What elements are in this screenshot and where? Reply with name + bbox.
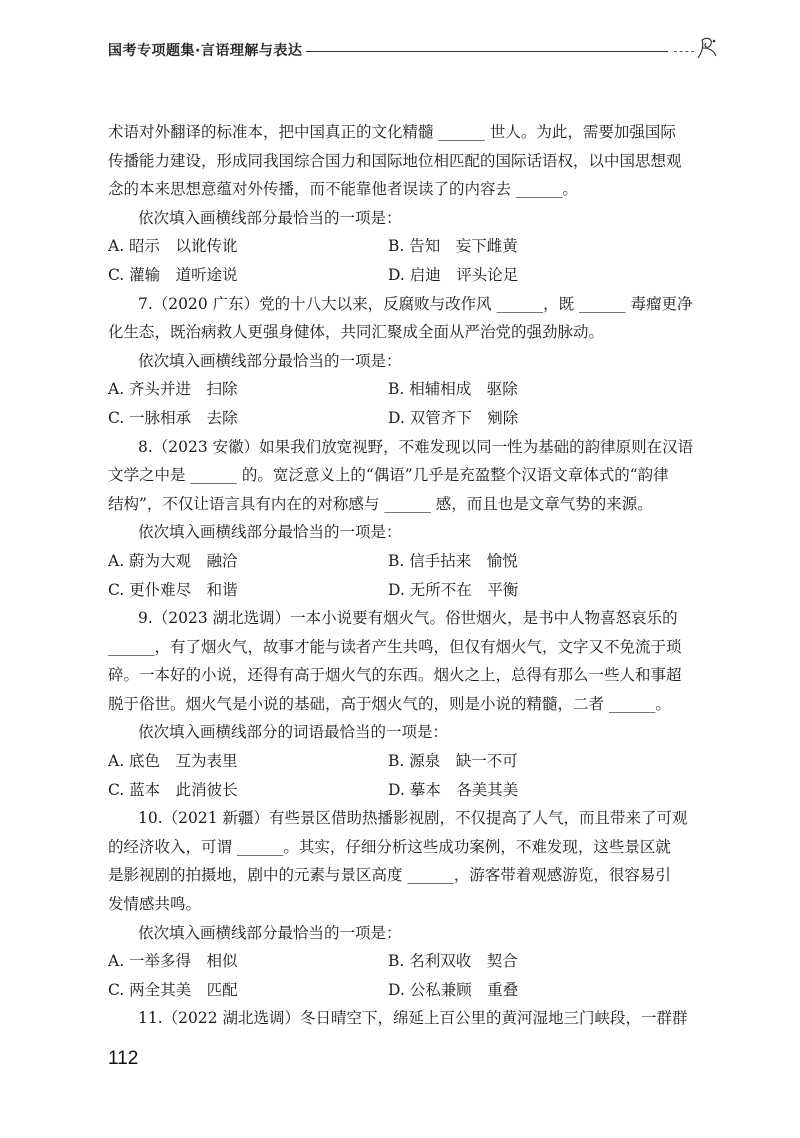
paragraph-line: 碎。一本好的小说，还得有高于烟火气的东西。烟火之上，总得有那么一些人和事超 [108,666,682,685]
paragraph-first-line: 9.（2023 湖北选调）一本小说要有烟火气。俗世烟火，是书中人物喜怒哀乐的 [138,609,678,628]
answer-options-row [108,404,708,433]
answer-options-row [108,976,708,1005]
answer-option: B. 源泉 缺一不可 [388,752,518,771]
paragraph-line: 脱于俗世。烟火气是小说的基础，高于烟火气的，则是小说的精髓，二者 ______。 [108,694,671,713]
paragraph-line: ______，有了烟火气，故事才能与读者产生共鸣，但仅有烟火气，文字又不免流于琐 [108,637,682,656]
answer-option: B. 信手拈来 愉悦 [388,551,518,570]
header-dashed-rule [674,51,694,52]
answer-option: D. 摹本 各美其美 [388,780,519,799]
answer-option: C. 两全其美 匹配 [108,980,238,999]
question-text-body [108,118,708,1033]
answer-options-row [108,747,708,776]
answer-option: C. 更仆难尽 和谐 [108,580,238,599]
paragraph-line: 发情感共鸣。 [108,895,202,914]
answer-option: D. 双管齐下 剜除 [388,408,519,427]
answer-option: C. 蓝本 此消彼长 [108,780,238,799]
paragraph-line: 结构”，不仅让语言具有内在的对称感与 ______ 感，而且也是文章气势的来源。 [108,494,653,513]
answer-option: B. 名利双收 契合 [388,952,518,971]
paragraph-first-line: 7.（2020 广东）党的十八大以来，反腐败与改作风 ______，既 ______ 毒瘤更净 [138,294,693,313]
answer-option: A. 一举多得 相似 [108,952,238,971]
paragraph-line: 化生态，既治病救人更强身健体，共同汇聚成全面从严治党的强劲脉动。 [108,323,605,342]
answer-option: A. 齐头并进 扫除 [108,380,238,399]
page-number: 112 [108,1048,139,1069]
paragraph-first-line: 依次填入画横线部分最恰当的一项是： [138,208,402,227]
paragraph-first-line: 8.（2023 安徽）如果我们放宽视野，不难发现以同一性为基础的韵律原则在汉语 [138,437,694,456]
answer-option: B. 告知 妄下雌黄 [388,237,518,256]
answer-options-row [108,261,708,290]
running-header [108,34,718,64]
paragraph-first-line: 依次填入画横线部分最恰当的一项是： [138,923,402,942]
answer-option: B. 相辅相成 驱除 [388,380,518,399]
answer-option: C. 一脉相承 去除 [108,408,238,427]
answer-option: D. 无所不在 平衡 [388,580,519,599]
answer-option: A. 底色 互为表里 [108,752,238,771]
answer-option: A. 昭示 以讹传讹 [108,237,238,256]
book-title: 国考专项题集·言语理解与表达 [108,43,303,59]
answer-options-row [108,776,708,805]
paragraph-line: 传播能力建设，形成同我国综合国力和国际地位相匹配的国际话语权，以中国思想观 [108,151,682,170]
paragraph-line: 念的本来思想意蕴对外传播，而不能靠他者误读了的内容去 ______。 [108,180,578,199]
paragraph-first-line: 依次填入画横线部分最恰当的一项是： [138,523,402,542]
answer-option: D. 公私兼顾 重叠 [388,980,519,999]
answer-options-row [108,375,708,404]
paragraph-line: 术语对外翻译的标准本，把中国真正的文化精髓 ______ 世人。为此，需要加强国际 [108,123,676,141]
answer-options-row [108,576,708,605]
paragraph-first-line: 10.（2021 新疆）有些景区借助热播影视剧，不仅提高了人气，而且带来了可观 [138,809,688,828]
paragraph-first-line: 11.（2022 湖北选调）冬日晴空下，绵延上百公里的黄河湿地三门峡段，一群群 [138,1009,688,1028]
answer-option: A. 蔚为大观 融洽 [108,551,238,570]
paragraph-line: 是影视剧的拍摄地，剧中的元素与景区高度 ______，游客带着观感游览，很容易引 [108,866,671,885]
answer-options-row [108,232,708,261]
paragraph-first-line: 依次填入画横线部分最恰当的一项是： [138,351,402,370]
paragraph-line: 文学之中是 ______ 的。宽泛意义上的“偶语”几乎是充盈整个汉语文章体式的“韵律 [108,466,669,485]
answer-options-row [108,547,708,576]
answer-options-row [108,947,708,976]
paragraph-first-line: 依次填入画横线部分的词语最恰当的一项是： [138,723,449,742]
paragraph-line: 的经济收入，可谓 ______。其实，仔细分析这些成功案例，不难发现，这些景区就 [108,837,671,856]
answer-option: C. 灌输 道听途说 [108,265,238,284]
leaf-swirl-icon [694,34,720,62]
header-rule [306,51,668,52]
answer-option: D. 启迪 评头论足 [388,265,519,284]
